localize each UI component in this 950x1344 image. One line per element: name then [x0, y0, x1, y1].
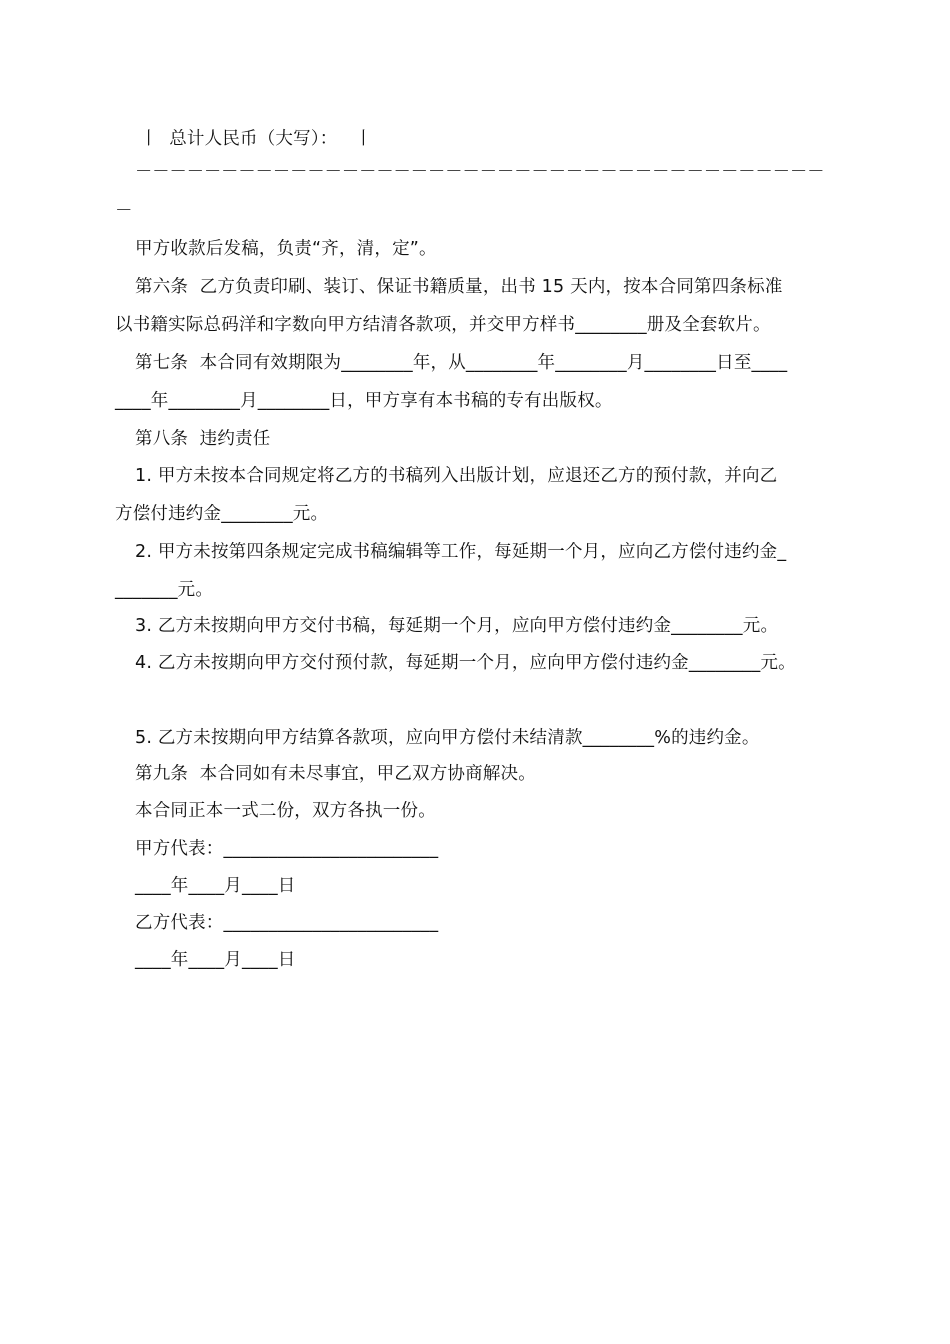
article-7-line-1: 第七条 本合同有效期限为________年，从________年________月________日至____ [135, 353, 788, 373]
article-6-line-2: 以书籍实际总码洋和字数向甲方结清各款项，并交甲方样书________册及全套软片。 [115, 315, 771, 335]
article-8-heading: 第八条 违约责任 [135, 429, 271, 449]
article-7-line-2: ____年________月________日，甲方享有本书稿的专有出版权。 [115, 391, 613, 411]
total-amount-line: 丨 总计人民币（大写）： 丨 [140, 129, 373, 149]
item-4: 4. 乙方未按期向甲方交付预付款，每延期一个月，应向甲方偿付违约金________元。 [135, 653, 796, 673]
dash-separator-2: － [115, 201, 133, 221]
item-5: 5. 乙方未按期向甲方结算各款项，应向甲方偿付未结清款________%的违约金。 [135, 728, 760, 748]
party-a-date: ____年____月____日 [135, 876, 296, 896]
article-6-line-1: 第六条 乙方负责印刷、装订、保证书籍质量，出书 15 天内，按本合同第四条标准 [135, 277, 783, 297]
copies-statement: 本合同正本一式二份，双方各执一份。 [135, 801, 436, 821]
party-b-date: ____年____月____日 [135, 950, 296, 970]
dash-separator-1: －－－－－－－－－－－－－－－－－－－－－－－－－－－－－－－－－－－－－－－－ [135, 162, 825, 182]
item-2-line-2: _______元。 [115, 580, 214, 600]
item-1-line-2: 方偿付违约金________元。 [115, 504, 329, 524]
item-1-line-1: 1. 甲方未按本合同规定将乙方的书稿列入出版计划，应退还乙方的预付款，并向乙 [135, 466, 778, 486]
party-b-representative: 乙方代表：________________________ [135, 913, 439, 933]
article-9: 第九条 本合同如有未尽事宜，甲乙双方协商解决。 [135, 764, 536, 784]
item-3: 3. 乙方未按期向甲方交付书稿，每延期一个月，应向甲方偿付违约金________元。 [135, 616, 779, 636]
item-2-line-1: 2. 甲方未按第四条规定完成书稿编辑等工作，每延期一个月，应向乙方偿付违约金_ [135, 542, 787, 562]
paragraph-delivery: 甲方收款后发稿，负责“齐，清，定”。 [135, 239, 437, 259]
party-a-representative: 甲方代表：________________________ [135, 839, 439, 859]
